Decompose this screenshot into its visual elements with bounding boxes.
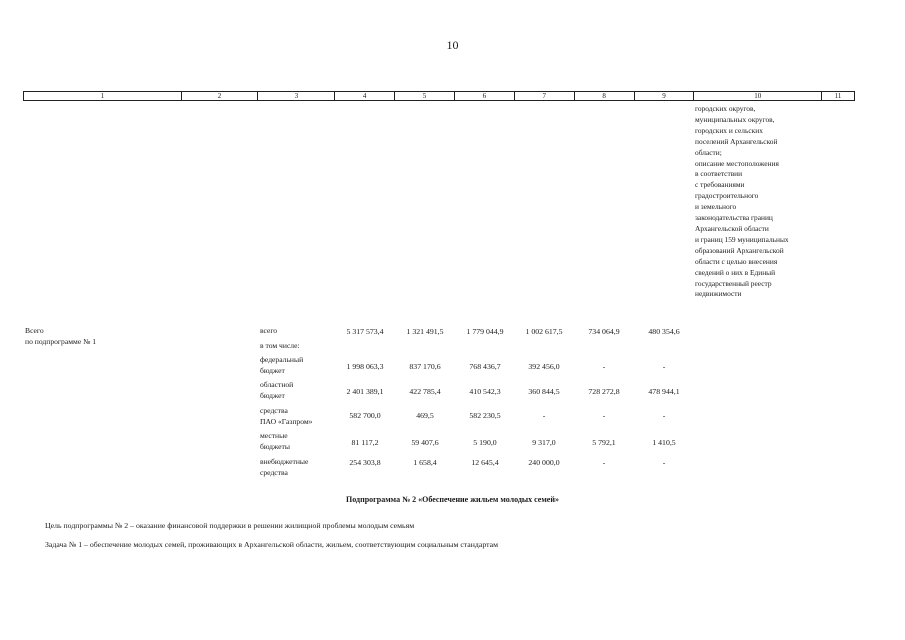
row-label-line: местные <box>260 431 288 440</box>
value-cell: 81 117,2 <box>351 438 379 447</box>
value-cell: - <box>602 362 606 371</box>
col10-line: с требованиями <box>695 180 745 190</box>
header-col-9: 9 <box>635 92 695 100</box>
header-col-4: 4 <box>335 92 395 100</box>
col10-line: и границ 159 муниципальных <box>695 234 789 244</box>
col10-line: поселений Архангельской <box>695 136 778 146</box>
col10-line: сведений о них в Единый <box>695 267 776 277</box>
value-cell: - <box>602 458 606 467</box>
col10-line: градостроительного <box>695 191 759 201</box>
page-number: 10 <box>446 38 459 52</box>
row-label-line: средства <box>260 406 288 415</box>
value-cell: 392 456,0 <box>528 362 560 371</box>
value-cell: 1 321 491,5 <box>406 327 444 336</box>
value-cell: 582 230,5 <box>469 411 501 420</box>
col10-line: законодательства границ <box>695 213 773 223</box>
header-col-11: 11 <box>834 92 842 100</box>
value-cell: - <box>542 411 546 420</box>
col10-description <box>695 104 835 300</box>
row-label-line: федеральный <box>260 355 304 364</box>
value-cell: 478 944,1 <box>648 387 680 396</box>
row-label-line: областной <box>260 380 294 389</box>
header-col-10: 10 <box>694 92 822 100</box>
value-cell: 582 700,0 <box>349 411 381 420</box>
row-label-local <box>260 431 340 452</box>
value-cell: 1 410,5 <box>652 438 676 447</box>
value-cell: 469,5 <box>416 411 434 420</box>
row-label-extrabudget <box>260 457 340 478</box>
value-cell: 12 645,4 <box>471 458 499 467</box>
col10-line: Архангельской области <box>695 223 769 233</box>
header-col-1: 1 <box>24 92 182 100</box>
row-label-line: ПАО «Газпром» <box>260 416 313 426</box>
value-cell: 728 272,8 <box>588 387 620 396</box>
row-label-line: бюджет <box>260 390 285 400</box>
value-cell: 837 170,6 <box>409 362 441 371</box>
row-label-line: всего <box>260 326 278 335</box>
value-cell: 1 998 063,3 <box>346 362 384 371</box>
row-label-line: бюджеты <box>260 441 290 451</box>
value-cell: 1 002 617,5 <box>525 327 563 336</box>
col10-line: недвижимости <box>695 289 742 299</box>
value-cell: 1 658,4 <box>413 458 437 467</box>
row-label-line: средства <box>260 467 288 477</box>
value-cell: 5 317 573,4 <box>346 327 384 336</box>
col10-line: городских и сельских <box>695 125 763 135</box>
value-cell: - <box>662 458 666 467</box>
row-label-including <box>260 341 340 352</box>
value-cell: 2 401 389,1 <box>346 387 384 396</box>
row-label-line: в том числе: <box>260 341 300 350</box>
totals-label <box>25 326 185 347</box>
col10-line: описание местоположения <box>695 158 779 168</box>
subprogram-title: Подпрограмма № 2 «Обеспечение жильем молодых семей» <box>346 495 559 504</box>
header-col-2: 2 <box>182 92 259 100</box>
col10-line: и земельного <box>695 202 737 212</box>
row-label-line: внебюджетные <box>260 457 309 466</box>
value-cell: 59 407,6 <box>411 438 439 447</box>
header-col-7: 7 <box>515 92 575 100</box>
value-cell: - <box>662 411 666 420</box>
value-cell: 9 317,0 <box>532 438 556 447</box>
value-cell: 480 354,6 <box>648 327 680 336</box>
value-cell: 422 785,4 <box>409 387 441 396</box>
header-col-6: 6 <box>455 92 515 100</box>
header-col-5: 5 <box>395 92 455 100</box>
value-cell: 5 190,0 <box>473 438 497 447</box>
header-col-3: 3 <box>258 92 335 100</box>
row-label-line: бюджет <box>260 365 285 375</box>
value-cell: 5 792,1 <box>592 438 616 447</box>
col10-line: государственный реестр <box>695 278 772 288</box>
value-cell: - <box>602 411 606 420</box>
col10-line: образований Архангельской <box>695 245 784 255</box>
value-cell: 360 844,5 <box>528 387 560 396</box>
col10-line: муниципальных округов, <box>695 114 775 124</box>
totals-label-line: Всего <box>25 326 44 335</box>
col10-line: области с целью внесения <box>695 256 778 266</box>
table-header-row <box>23 91 855 101</box>
value-cell: 734 064,9 <box>588 327 620 336</box>
value-cell: 1 779 044,9 <box>466 327 504 336</box>
row-label-total <box>260 326 340 337</box>
value-cell: 768 436,7 <box>469 362 501 371</box>
col10-line: городских округов, <box>695 104 756 113</box>
value-cell: 254 303,8 <box>349 458 381 467</box>
totals-label-line: по подпрограмме № 1 <box>25 336 97 346</box>
col10-line: области; <box>695 147 722 157</box>
row-label-regional <box>260 380 340 401</box>
header-col-8: 8 <box>575 92 635 100</box>
col10-line: в соответствии <box>695 169 743 179</box>
row-label-gazprom <box>260 406 340 427</box>
value-cell: 410 542,3 <box>469 387 501 396</box>
goal-text: Цель подпрограммы № 2 – оказание финансовой поддержки в решении жилищной проблемы молодым семьям <box>45 521 415 530</box>
value-cell: 240 000,0 <box>528 458 560 467</box>
row-label-federal <box>260 355 340 376</box>
task-text: Задача № 1 – обеспечение молодых семей, проживающих в Архангельской области, жильем, соответствующим социальным стандартам <box>45 540 499 549</box>
value-cell: - <box>662 362 666 371</box>
